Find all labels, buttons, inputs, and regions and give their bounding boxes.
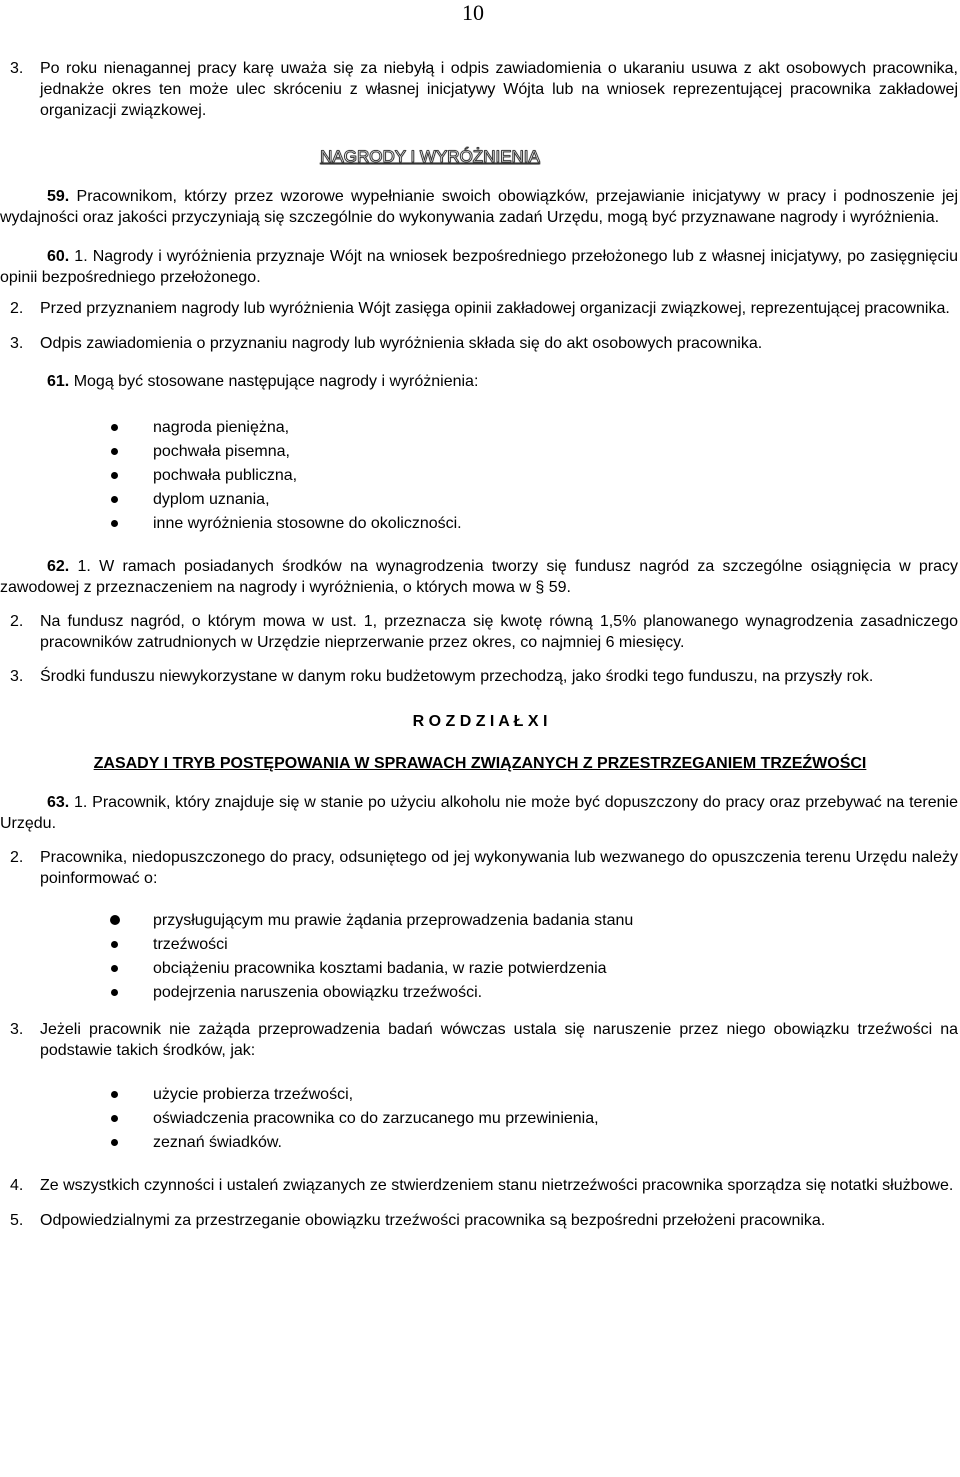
list-item-text: użycie probierza trzeźwości, xyxy=(153,1086,354,1103)
paragraph-number: 2. xyxy=(10,300,24,317)
evidence-list xyxy=(0,1083,960,1155)
list-item xyxy=(0,957,960,981)
bullet-icon xyxy=(111,496,118,503)
bullet-icon xyxy=(111,965,118,972)
paragraph-number: 3. xyxy=(10,335,24,352)
list-item-text: przysługującym mu prawie żądania przeprowadzenia badania stanu xyxy=(153,912,634,929)
section-number: 60. xyxy=(47,248,70,265)
paragraph-text: Na fundusz nagród, o którym mowa w ust. 1, przeznacza się kwotę równą 1,5% planowanego wynagrodzenia zasadniczego pracowników zatrudnionych w Urzędzie nieprzerwanie przez okres, co najmniej 6 miesięcy. xyxy=(40,613,958,651)
section-63-paragraph-2 xyxy=(10,847,958,889)
section-number: 61. xyxy=(47,373,70,390)
paragraph-number: 2. xyxy=(10,849,24,866)
bullet-icon xyxy=(111,520,118,527)
list-item xyxy=(0,464,960,488)
paragraph-number: 1. xyxy=(74,794,88,811)
paragraph-number: 1. xyxy=(74,248,88,265)
list-item xyxy=(0,512,960,536)
heading-text: NAGRODY I WYRÓŻNIENIA xyxy=(320,147,540,166)
list-item xyxy=(0,416,960,440)
paragraph-number: 3. xyxy=(10,60,24,77)
list-item-text: pochwała publiczna, xyxy=(153,467,298,484)
section-62-paragraph-1 xyxy=(0,556,958,598)
section-60-paragraph-3 xyxy=(10,333,958,354)
list-item-text: pochwała pisemna, xyxy=(153,443,290,460)
list-item xyxy=(0,1131,960,1155)
section-heading-awards xyxy=(0,147,960,167)
list-item-text: zeznań świadków. xyxy=(153,1134,282,1151)
section-62-paragraph-3 xyxy=(10,666,958,687)
paragraph-number: 3. xyxy=(10,1021,24,1038)
section-63-paragraph-5 xyxy=(10,1210,958,1231)
page-number: 10 xyxy=(462,0,484,25)
list-item-text: podejrzenia naruszenia obowiązku trzeźwości. xyxy=(153,984,483,1001)
list-item xyxy=(0,1083,960,1107)
bullet-icon xyxy=(111,448,118,455)
bullet-icon xyxy=(111,424,118,431)
paragraph-text: Odpowiedzialnymi za przestrzeganie obowiązku trzeźwości pracownika są bezpośredni przełożeni pracownika. xyxy=(40,1212,826,1229)
bullet-icon xyxy=(111,472,118,479)
list-item xyxy=(0,981,960,1005)
list-item xyxy=(0,1107,960,1131)
list-item-text: inne wyróżnienia stosowne do okoliczności. xyxy=(153,515,462,532)
bullet-icon xyxy=(111,1139,118,1146)
paragraph-text: Nagrody i wyróżnienia przyznaje Wójt na wniosek bezpośredniego przełożonego lub z własnej inicjatywy, po zasięgnięciu opinii bezpośredniego przełożonego. xyxy=(0,248,959,286)
paragraph-text: Odpis zawiadomienia o przyznaniu nagrody lub wyróżnienia składa się do akt osobowych pracownika. xyxy=(40,335,763,352)
section-text: Mogą być stosowane następujące nagrody i wyróżnienia: xyxy=(73,373,479,390)
paragraph-number: 3. xyxy=(10,668,24,685)
paragraph-text: Po roku nienagannej pracy karę uważa się za niebyłą i odpis zawiadomienia o ukaraniu usuwa z akt osobowych pracownika, jednakże okres ten może ulec skróceniu z własnej inicjatywy Wójta lub na wniosek reprezentującej pracownika zakładowej organizacji związkowej. xyxy=(40,60,958,119)
paragraph-text: W ramach posiadanych środków na wynagrodzenia tworzy się fundusz nagród za szczególne osiągnięcia w pracy zawodowej z przeznaczeniem na nagrody i wyróżnienia, o których mowa w § 59. xyxy=(0,558,958,596)
paragraph-number: 4. xyxy=(10,1177,24,1194)
section-63-paragraph-3 xyxy=(10,1019,958,1061)
list-item-text: nagroda pieniężna, xyxy=(153,419,290,436)
paragraph-number: 5. xyxy=(10,1212,24,1229)
section-number: 62. xyxy=(47,558,70,575)
list-item-text: dyplom uznania, xyxy=(153,491,270,508)
section-text: Pracownikom, którzy przez wzorowe wypełnianie swoich obowiązków, przejawianie inicjatywy w pracy i podnoszenie jej wydajności oraz jakości przyczyniają się szczególnie do wykonywania zadań Urzędu, mogą być przyznawane nagrody i wyróżnienia. xyxy=(0,188,958,226)
section-60-paragraph-1 xyxy=(0,246,958,288)
paragraph-text: Pracownika, niedopuszczonego do pracy, odsuniętego od jej wykonywania lub wezwanego do opuszczenia terenu Urzędu należy poinformować o: xyxy=(40,849,958,887)
document-body xyxy=(0,58,960,1231)
section-60-paragraph-2 xyxy=(10,298,958,319)
bullet-icon xyxy=(110,915,120,925)
list-item xyxy=(0,488,960,512)
paragraph-number: 1. xyxy=(77,558,91,575)
bullet-icon xyxy=(111,989,118,996)
paragraph-3-penalty xyxy=(10,58,958,121)
list-item xyxy=(0,440,960,464)
awards-list xyxy=(0,416,960,536)
section-62-paragraph-2 xyxy=(10,611,958,653)
list-item-text: trzeźwości xyxy=(153,936,228,953)
paragraph-text: Ze wszystkich czynności i ustaleń związanych ze stwierdzeniem stanu nietrzeźwości pracownika sporządza się notatki służbowe. xyxy=(40,1177,954,1194)
section-63-paragraph-1 xyxy=(0,792,958,834)
list-item xyxy=(0,909,960,933)
paragraph-number: 2. xyxy=(10,613,24,630)
inform-list xyxy=(0,909,960,1005)
bullet-icon xyxy=(111,941,118,948)
bullet-icon xyxy=(111,1115,118,1122)
list-item-text: obciążeniu pracownika kosztami badania, w razie potwierdzenia xyxy=(153,960,607,977)
paragraph-text: Pracownik, który znajduje się w stanie po użyciu alkoholu nie może być dopuszczony do pracy oraz przebywać na terenie Urzędu. xyxy=(0,794,959,832)
paragraph-text: Jeżeli pracownik nie zażąda przeprowadzenia badań wówczas ustala się naruszenie przez niego obowiązku trzeźwości na podstawie takich środków, jak: xyxy=(40,1021,958,1059)
section-61 xyxy=(0,371,958,392)
paragraph-text: Przed przyznaniem nagrody lub wyróżnienia Wójt zasięga opinii zakładowej organizacji związkowej, reprezentującej pracownika. xyxy=(40,300,950,317)
section-number: 63. xyxy=(47,794,70,811)
paragraph-text: Środki funduszu niewykorzystane w danym roku budżetowym przechodzą, jako środki tego funduszu, na przyszły rok. xyxy=(40,668,874,685)
list-item xyxy=(0,933,960,957)
chapter-title: ZASADY I TRYB POSTĘPOWANIA W SPRAWACH ZWIĄZANYCH Z PRZESTRZEGANIEM TRZEŹWOŚCI xyxy=(93,755,867,772)
section-63-paragraph-4 xyxy=(10,1175,958,1196)
section-59 xyxy=(0,186,958,228)
chapter-heading: R O Z D Z I A Ł X I xyxy=(412,713,548,730)
bullet-icon xyxy=(111,1091,118,1098)
section-number: 59. xyxy=(47,188,70,205)
list-item-text: oświadczenia pracownika co do zarzucanego mu przewinienia, xyxy=(153,1110,599,1127)
